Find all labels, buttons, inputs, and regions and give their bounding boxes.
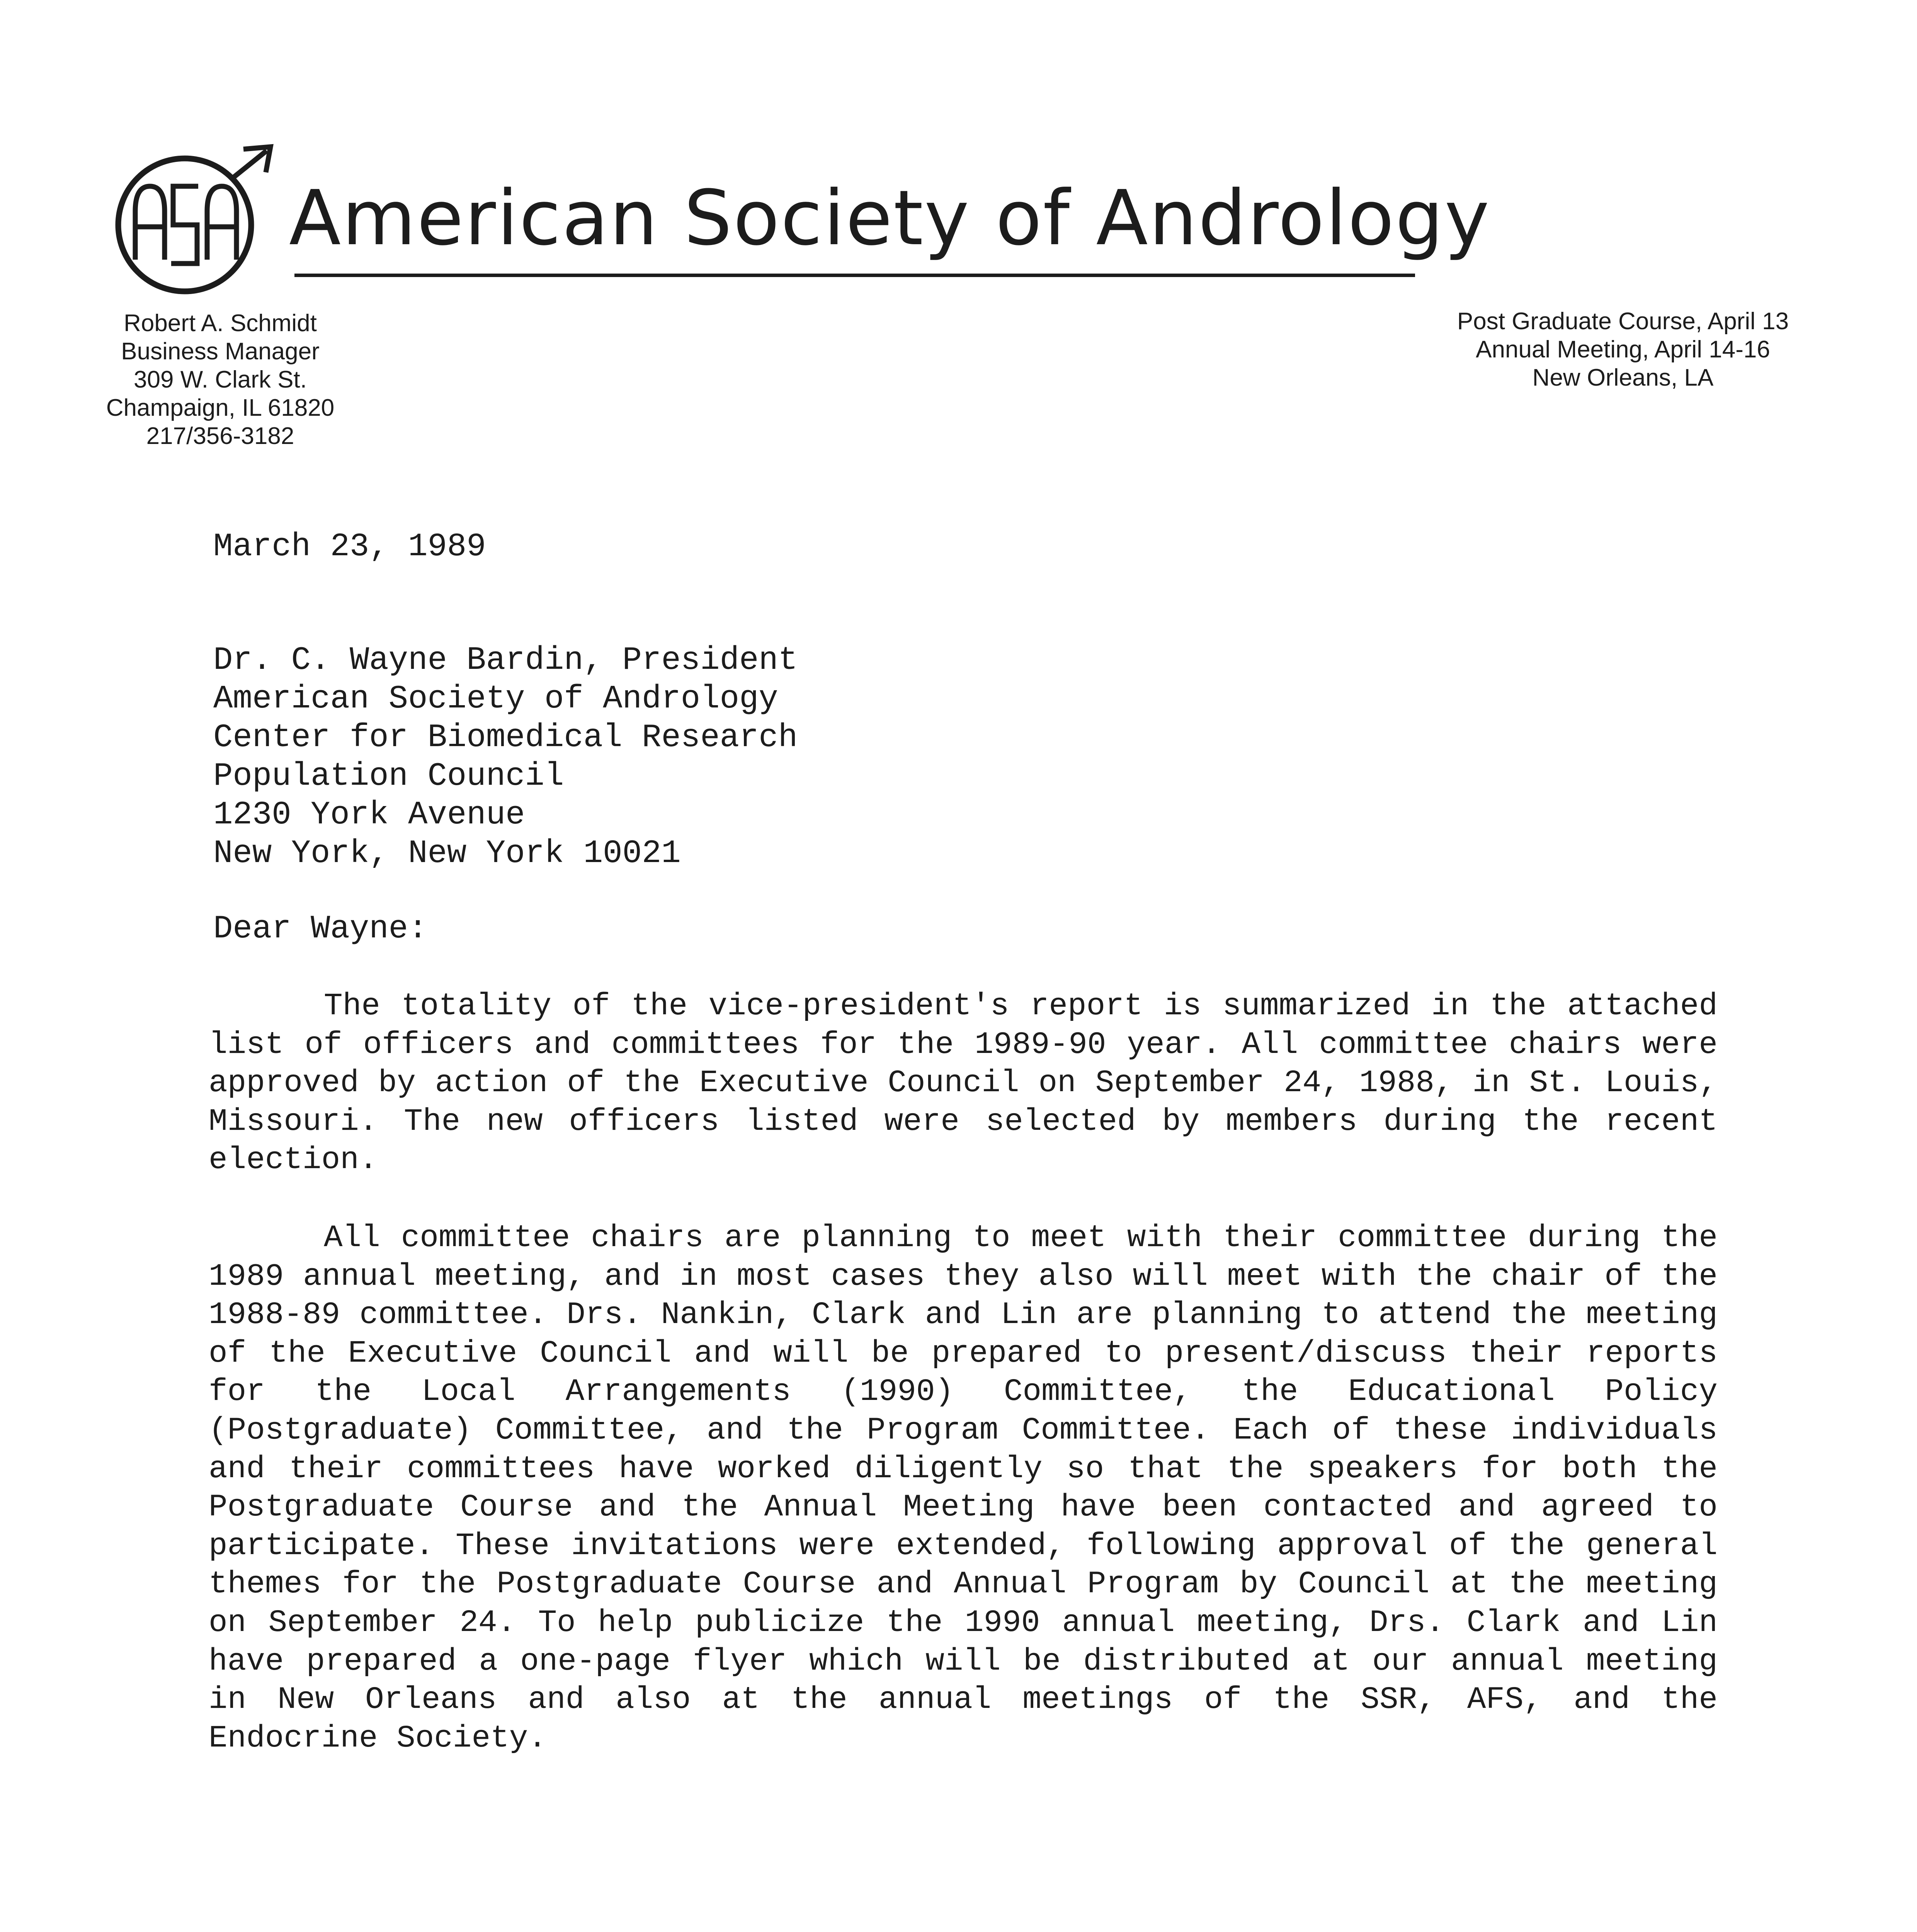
salutation: Dear Wayne: [213,911,428,947]
meeting-course: Post Graduate Course, April 13 [1457,308,1789,335]
recipient-line: Dr. C. Wayne Bardin, President [213,642,798,679]
recipient-line: Population Council [213,758,564,795]
letter-date: March 23, 1989 [213,529,486,565]
recipient-line: 1230 York Avenue [213,797,525,833]
sender-phone: 217/356-3182 [146,423,294,449]
sender-street: 309 W. Clark St. [134,366,307,393]
recipient-address-block [213,641,798,873]
meeting-info-block [1376,307,1870,392]
recipient-line: Center for Biomedical Research [213,719,798,756]
body-paragraph-text: All committee chairs are planning to meet with their committee during the 1989 annual meeting, and in most cases they also will meet with the chair of the 1988-89 committee. Drs. Nankin, Clark and Lin are planning to attend the meeting of the Executive Council and will be prepared to present/discuss their reports for the Local Arrangements (1990) Committee, the Educational Policy (Postgraduate) Committee, and the Program Committee. Each of these individuals and their committees have worked diligently so that the speakers for both the Postgraduate Course and the Annual Meeting have been contacted and agreed to participate. These invitations were extended, following approval of the general themes for the Postgraduate Course and Annual Program by Council at the meeting on September 24. To help publicize the 1990 annual meeting, Drs. Clark and Lin have prepared a one-page flyer which will be distributed at our annual meeting in New Orleans and also at the annual meetings of the SSR, AFS, and the Endocrine Society. [209,1221,1718,1756]
header-divider [294,274,1415,277]
body-paragraph [209,987,1718,1180]
recipient-line: American Society of Andrology [213,681,778,718]
asa-logo-icon [107,144,276,301]
sender-city: Champaign, IL 61820 [106,395,335,421]
sender-address-block [62,309,379,450]
sender-title: Business Manager [121,338,320,365]
sender-name: Robert A. Schmidt [124,310,317,337]
meeting-annual: Annual Meeting, April 14-16 [1476,336,1770,363]
body-paragraph [209,1219,1718,1758]
organization-name: American Society of Andrology [289,174,1491,262]
recipient-line: New York, New York 10021 [213,835,681,872]
body-paragraph-text: The totality of the vice-president's report is summarized in the attached list of officers and committees for the 1989-90 year. All committee chairs were approved by action of the Executive Council on September 24, 1988, in St. Louis, Missouri. The new officers listed were selected by members during the recent election. [209,989,1718,1178]
meeting-location: New Orleans, LA [1532,364,1714,391]
